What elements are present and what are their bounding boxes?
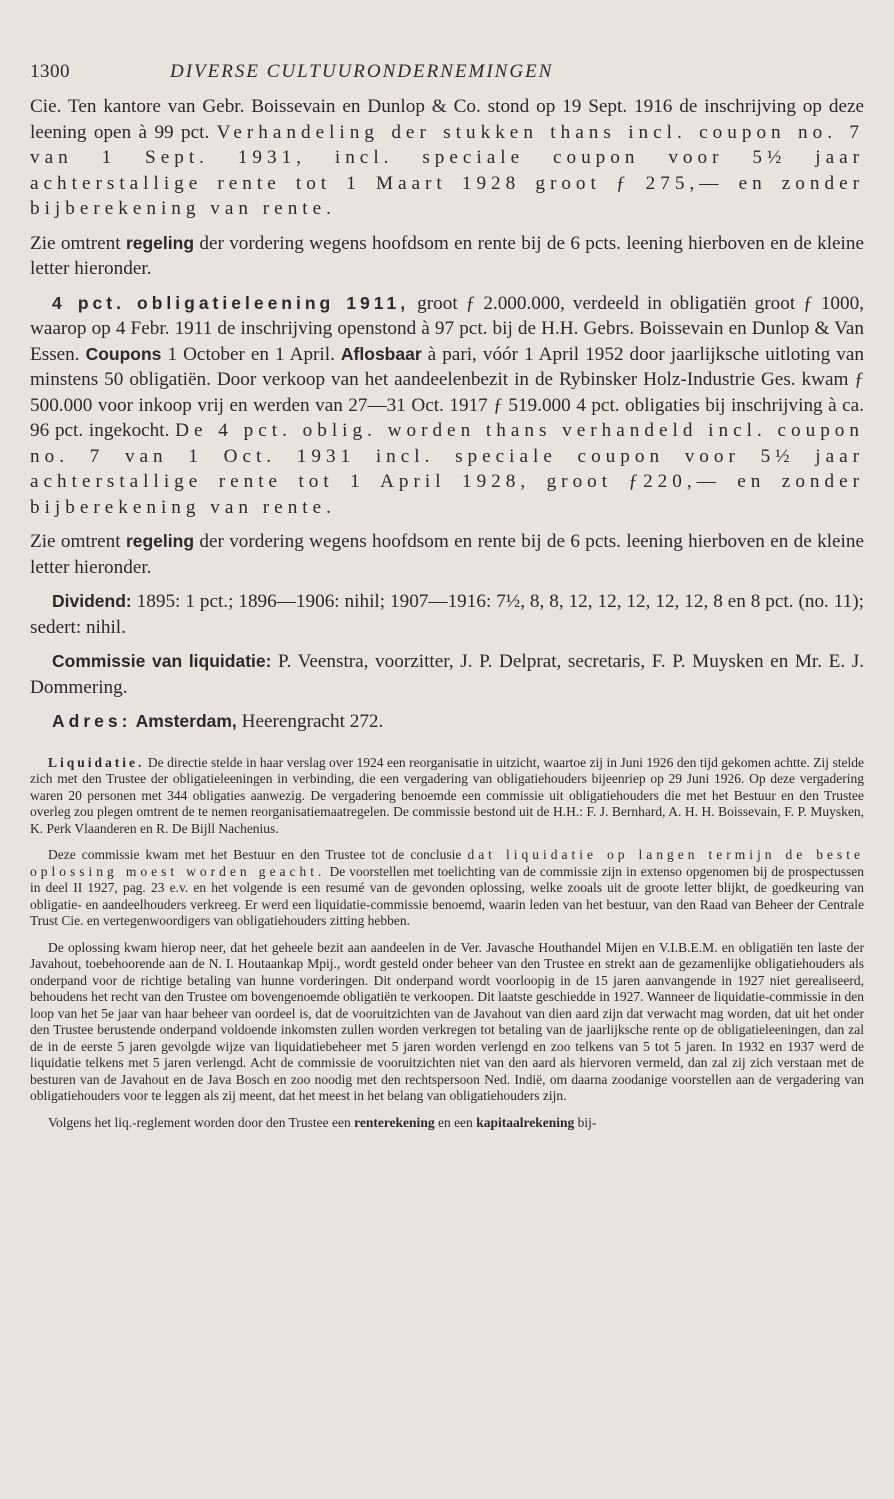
paragraph-text: der vordering wegens hoofdsom en rente bij de 6 pcts. leening hierboven en de kleine letter hieronder.: [30, 531, 864, 578]
dividend-text: 1895: 1 pct.; 1896—1906: nihil; 1907—1916: 7½, 8, 8, 12, 12, 12, 12, 12, 8 en 8 pct. (no. 11); sedert: nihil.: [30, 591, 864, 638]
spaced-conclusion: dat liquidatie op langen termijn de beste oplossing moest worden geacht.: [30, 847, 865, 879]
bold-term: Aflosbaar: [340, 343, 422, 364]
spaced-trading-note: Verhandeling der stukken thans incl. coupon no. 7 van 1 Sept. 1931, incl. speciale coupon voor 5½ jaar achterstallige rente tot 1 Maart 1928 groot ƒ 275,— en zonder bijberekening van rente.: [30, 121, 864, 219]
small-print: [30, 755, 864, 1132]
commissie-text: P. Veenstra, voorzitter, J. P. Delprat, secretaris, F. P. Muysken en Mr. E. J. Dommering.: [30, 651, 865, 698]
commissie-label: Commissie van liquidatie:: [52, 651, 272, 671]
small-paragraph-oplossing: [30, 940, 864, 1105]
running-title: DIVERSE CULTUURONDERNEMINGEN: [170, 61, 554, 82]
paragraph-text: Cie. Ten kantore van Gebr. Boissevain en Dunlop & Co. stond op 19 Sept. 1916 de inschrijving op deze leening open à 99 pct.: [30, 96, 864, 143]
liquidatie-heading: Liquidatie.: [48, 754, 145, 770]
paragraph-adres: [30, 709, 864, 735]
page-number: 1300: [30, 61, 70, 82]
small-text: Volgens het liq.-reglement worden door den Trustee een: [48, 1114, 355, 1130]
main-text: [30, 94, 864, 735]
adres-city: Amsterdam,: [131, 711, 237, 731]
small-paragraph-reglement: [30, 1115, 864, 1132]
adres-text: Heerengracht 272.: [236, 711, 384, 732]
bold-term: renterekening: [354, 1114, 435, 1130]
small-paragraph-commissie: [30, 847, 864, 930]
small-text: Deze commissie kwam met het Bestuur en den Trustee tot de conclusie: [48, 847, 468, 862]
small-text: en een: [434, 1114, 477, 1130]
paragraph-commissie: [30, 649, 864, 700]
loan-heading: 4 pct. obligatieleening 1911,: [52, 292, 410, 313]
paragraph-text: der vordering wegens hoofdsom en rente bij de 6 pcts. leening hierboven en de kleine letter hieronder.: [30, 232, 864, 279]
dividend-label: Dividend:: [52, 591, 132, 611]
paragraph-text: à pari, vóór 1 April 1952 door jaarlijksche uitloting van minstens 50 obligatiën. Door verkoop van het aandeelenbezit in de Rybinsker Holz-Industrie Ges. kwam ƒ 500.000 voor inkoop vrij en werden van 27—31 Oct. 1917 ƒ 519.000 4 pct. obligaties bij inschrijving à ca. 96 pct. ingekocht.: [30, 343, 864, 441]
small-text: De oplossing kwam hierop neer, dat het geheele bezit aan aandeelen in de Ver. Javasche Houthandel Mijen en V.I.B.E.M. en obligatiën ten laste der Javahout, toebehoorende aan de N. I. Houtaankap Mpij., wordt gesteld onder beheer van den Trustee en strekt aan de gezamenlijke obligatiehouders als onderpand voor de richtige betaling van hunne vorderingen. Dit onderpand wordt voorloopig in de 15 jaren aanvangende in 1927 niet gerealiseerd, behoudens het recht van den Trustee om bovengenoemde obligatiën te verkoopen. Dit laatste geschiedde in 1927. Wanneer de liquidatie-commissie in den loop van het 5e jaar van haar beheer van oordeel is, dat de vooruitzichten van de Javahout van dien aard zijn dat verwacht mag worden, dat uit het onder den Trustee berustende onderpand voldoende inkomsten zullen worden verkregen tot betaling van de jaarlijksche rente op de obligatieleeningen, dan zal de in de eerste 5 jaren gevolgde wijze van liquidatiebeheer met 5 jaren worden verlengd en zoo telkens van 5 tot 5 jaren. In 1932 en 1937 werd de liquidatie telkens met 5 jaren verlengd. Acht de commissie de vooruitzichten niet van den aard als hiervoren vermeld, dan zal zij zich verstaan met de besturen van de Javahout en de Java Bosch en zoo noodig met den rechtspersoon Ned. Indië, om daarna zoodanige voorstellen aan de vergadering van obligatiehouders voor te leggen als zij meent, dat het meest in het belang van obligatiehouders zijn.: [30, 939, 864, 1103]
page-header: [30, 60, 864, 84]
bold-term: regeling: [125, 232, 195, 253]
small-text: De voorstellen met toelichting van de commissie zijn in extenso opgenomen bij de prospectussen in deel II 1927, pag. 23 e.v. en het volgende is een resumé van de gevonden oplossing, welke zooals uit de groote letter blijkt, de goedkeuring van obligatie- en aandeelhouders verkreeg. Er werd een liquidatie-commissie benoemd, waarin leden van het bestuur, van den Raad van Beheer der Centrale Trust Cie. en vertegenwoordigers van obligatiehouders zitting hebben.: [30, 863, 864, 928]
paragraph-text: groot ƒ 2.000.000, verdeeld in obligatiën groot ƒ 1000, waarop op 4 Febr. 1911 de inschrijving openstond à 97 pct. bij de H.H. Gebrs. Boissevain en Dunlop & Van Essen.: [30, 292, 864, 365]
bold-term: kapitaalrekening: [476, 1114, 575, 1130]
paragraph-text: Zie omtrent: [30, 232, 126, 254]
bold-term: Coupons: [85, 343, 162, 364]
paragraph-regeling-2: [30, 529, 864, 580]
small-text: bij-: [574, 1114, 597, 1130]
paragraph-issue-1916: [30, 94, 864, 222]
paragraph-text: 1 October en 1 April.: [161, 343, 341, 365]
small-text: De directie stelde in haar verslag over 1924 een reorganisatie in uitzicht, waartoe zij in Juni 1926 den tijd gekomen achtte. Zij stelde zich met den Trustee der obligatieleeningen in verbinding, die een vergadering van obligatiehouders bijeenriep op 29 Juni 1926. Op deze vergadering waren 20 personen met 344 obligaties aanwezig. De vergadering benoemde een commissie uit obligatiehouders die met het Bestuur en den Trustee overleg zou plegen omtrent de te nemen reorganisatiemaatregelen. De commissie bestond uit de H.H.: F. J. Bernhard, A. H. H. Boissevain, F. P. Muysken, K. Perk Vlaanderen en R. De Bijll Nachenius.: [30, 754, 864, 836]
adres-label: Adres:: [52, 711, 132, 731]
paragraph-loan-1911: [30, 291, 864, 521]
small-paragraph-liquidatie: [30, 755, 864, 838]
spaced-trading-note: De 4 pct. oblig. worden thans verhandeld incl. coupon no. 7 van 1 Oct. 1931 incl. speciale coupon voor 5½ jaar achterstallige rente tot 1 April 1928, groot ƒ220,— en zonder bijberekening van rente.: [30, 420, 864, 518]
paragraph-dividend: [30, 589, 864, 640]
paragraph-text: Zie omtrent: [30, 531, 126, 552]
paragraph-regeling-1: [30, 231, 864, 282]
bold-term: regeling: [125, 531, 195, 551]
